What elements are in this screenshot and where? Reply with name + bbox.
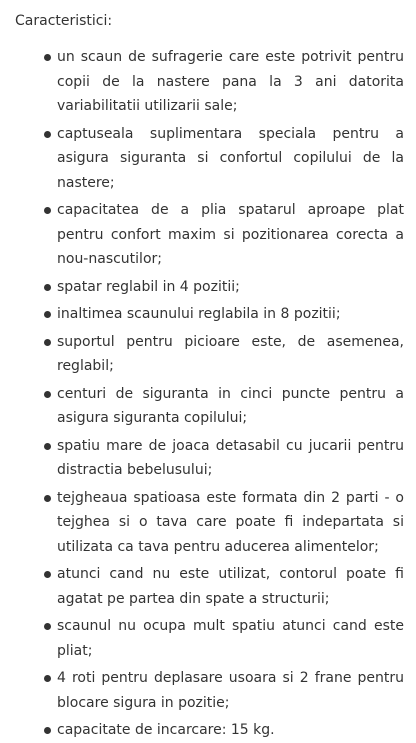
list-item-text: tejgheaua spatioasa este formata din 2 parti - o tejghea si o tava care poate fi indepartata si utilizata ca tava pentru aducerea alimentelor;: [57, 489, 404, 555]
list-item-text: 4 roti pentru deplasare usoara si 2 frane pentru blocare sigura in pozitie;: [57, 670, 404, 711]
list-item: [15, 302, 404, 327]
list-item-text: inaltimea scaunului reglabila in 8 pozitii;: [57, 306, 341, 322]
list-item-text: atunci cand nu este utilizat, contorul poate fi agatat pe partea din spate a structurii;: [57, 566, 404, 607]
bullet-icon: [44, 311, 51, 318]
list-item-text: scaunul nu ocupa mult spatiu atunci cand este pliat;: [57, 618, 404, 659]
list-item: [15, 562, 404, 611]
list-item: [15, 486, 404, 560]
list-item-text: spatiu mare de joaca detasabil cu jucarii pentru distractia bebelusului;: [57, 437, 404, 478]
list-item-text: capacitate de incarcare: 15 kg.: [57, 722, 275, 738]
bullet-icon: [44, 207, 51, 214]
list-item: [15, 614, 404, 663]
list-item: [15, 198, 404, 272]
bullet-icon: [44, 727, 51, 734]
section-heading: Caracteristici:: [15, 13, 113, 29]
list-item: [15, 122, 404, 196]
list-item-text: spatar reglabil in 4 pozitii;: [57, 278, 240, 295]
bullet-icon: [44, 443, 51, 450]
bullet-icon: [44, 339, 51, 346]
list-item: [15, 718, 404, 743]
list-item-text: captuseala suplimentara speciala pentru a asigura siguranta si confortul copilului de la nastere;: [57, 125, 404, 191]
bullet-icon: [44, 131, 51, 138]
list-item-text: suportul pentru picioare este, de asemenea, reglabil;: [57, 333, 404, 374]
list-item-text: un scaun de sufragerie care este potrivit pentru copii de la nastere pana la 3 ani datorita variabilitatii utilizarii sale;: [57, 49, 404, 114]
list-item-text: centuri de siguranta in cinci puncte pentru a asigura siguranta copilului;: [57, 385, 404, 426]
list-item: [15, 666, 404, 715]
bullet-icon: [44, 623, 51, 630]
list-item: [15, 275, 404, 300]
bullet-icon: [44, 571, 51, 578]
bullet-icon: [44, 675, 51, 682]
bullet-icon: [44, 54, 51, 61]
list-item: [15, 434, 404, 483]
bullet-icon: [44, 495, 51, 502]
list-item-text: capacitatea de a plia spatarul aproape plat pentru confort maxim si pozitionarea corecta a nou-nascutilor;: [57, 202, 404, 267]
bullet-icon: [44, 391, 51, 398]
bullet-icon: [44, 284, 51, 291]
list-item: [15, 45, 404, 119]
list-item: [15, 330, 404, 379]
list-item: [15, 382, 404, 431]
feature-list: [15, 45, 404, 743]
